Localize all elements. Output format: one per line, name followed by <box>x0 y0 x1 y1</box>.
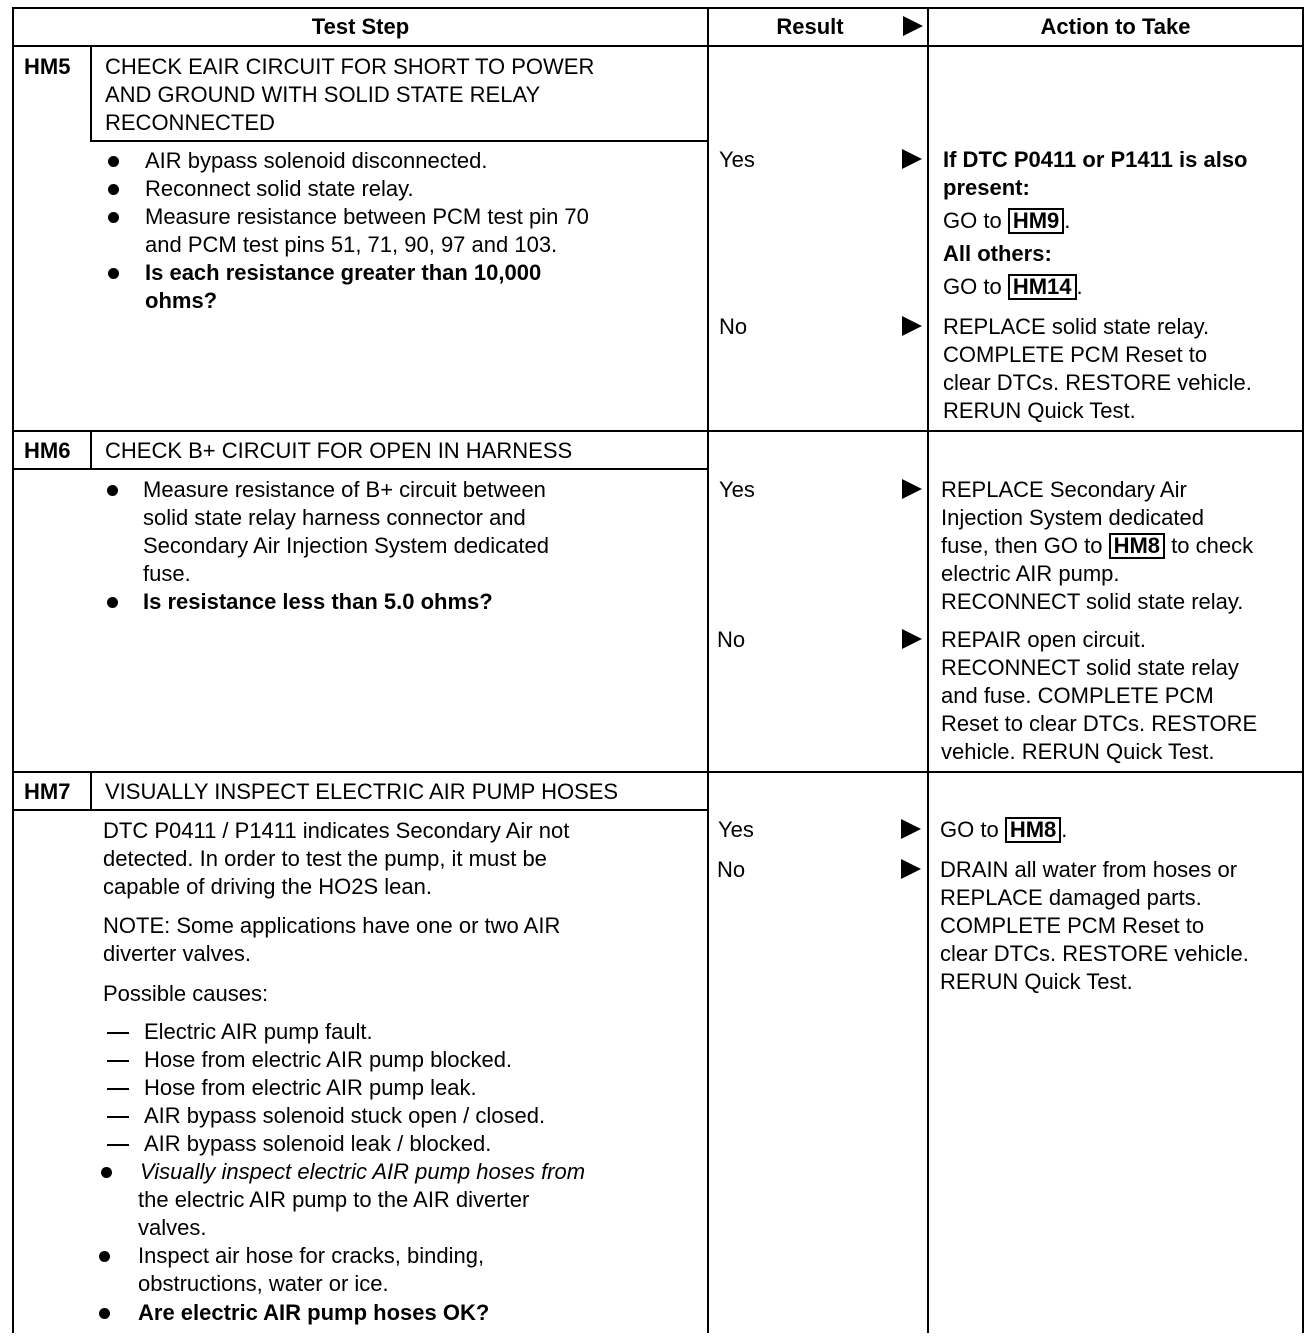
hm7-note1: NOTE: Some applications have one or two AIR <box>103 913 561 938</box>
hm7-step3: Are electric AIR pump hoses OK? <box>138 1300 490 1325</box>
hm7-id-divider <box>90 771 92 811</box>
hm5-no-action2: COMPLETE PCM Reset to <box>943 342 1208 367</box>
dash-icon <box>107 1116 129 1118</box>
header-result: Result <box>776 14 844 39</box>
hm6-no-action2: RECONNECT solid state relay <box>941 655 1239 680</box>
hm14-link[interactable]: HM14 <box>1008 274 1077 300</box>
bullet-icon <box>108 184 119 195</box>
hm7-step2b: obstructions, water or ice. <box>138 1271 389 1296</box>
bullet-icon <box>101 1167 112 1178</box>
hm7-no: No <box>717 857 746 882</box>
hm7-cause5: AIR bypass solenoid leak / blocked. <box>144 1131 492 1156</box>
hm5-title-line2: AND GROUND WITH SOLID STATE RELAY <box>105 82 541 107</box>
hm6-title-bottom <box>12 468 709 470</box>
hm7-cause1: Electric AIR pump fault. <box>144 1019 373 1044</box>
hm6-yes-action3a: fuse, then GO to <box>941 533 1103 558</box>
hm6-yes: Yes <box>719 477 755 502</box>
hm5-no-action3: clear DTCs. RESTORE vehicle. <box>943 370 1252 395</box>
hm7-step1b: the electric AIR pump to the AIR diverter <box>138 1187 530 1212</box>
hm5-step4b: ohms? <box>145 288 218 313</box>
hm8-link[interactable]: HM8 <box>1005 817 1061 843</box>
hm6-title: CHECK B+ CIRCUIT FOR OPEN IN HARNESS <box>105 438 573 463</box>
hm5-no: No <box>719 314 748 339</box>
hm7-causes-label: Possible causes: <box>103 981 269 1006</box>
bullet-icon <box>108 212 119 223</box>
hm6-no-action4: Reset to clear DTCs. RESTORE <box>941 711 1258 736</box>
hm5-id: HM5 <box>24 54 71 79</box>
hm7-cause3: Hose from electric AIR pump leak. <box>144 1075 477 1100</box>
hm7-desc3: capable of driving the HO2S lean. <box>103 874 432 899</box>
hm6-no-action5: vehicle. RERUN Quick Test. <box>941 739 1215 764</box>
hm7-cause2: Hose from electric AIR pump blocked. <box>144 1047 513 1072</box>
hm5-yes-action1: If DTC P0411 or P1411 is also <box>943 147 1248 172</box>
hm6-yes-arrow-icon <box>902 479 922 499</box>
hm6-no-action3: and fuse. COMPLETE PCM <box>941 683 1214 708</box>
table-right-border <box>1302 7 1304 1333</box>
table-top-border <box>12 7 1304 9</box>
bullet-icon <box>99 1251 110 1262</box>
hm6-yes-action4: electric AIR pump. <box>941 561 1120 586</box>
hm6-step1b: solid state relay harness connector and <box>143 505 526 530</box>
hm6-yes-action5: RECONNECT solid state relay. <box>941 589 1244 614</box>
hm5-goto-line1: GO to HM9 . <box>943 208 1071 233</box>
hm5-step3b: and PCM test pins 51, 71, 90, 97 and 103. <box>145 232 558 257</box>
dash-icon <box>107 1060 129 1062</box>
bullet-icon <box>108 156 119 167</box>
hm9-link[interactable]: HM9 <box>1008 208 1064 234</box>
dash-icon <box>107 1032 129 1034</box>
hm6-step1c: Secondary Air Injection System dedicated <box>143 533 550 558</box>
hm5-no-action1: REPLACE solid state relay. <box>943 314 1210 339</box>
hm7-desc2: detected. In order to test the pump, it must be <box>103 846 547 871</box>
hm7-note2: diverter valves. <box>103 941 251 966</box>
hm7-step2a: Inspect air hose for cracks, binding, <box>138 1243 485 1268</box>
hm5-no-action4: RERUN Quick Test. <box>943 398 1136 423</box>
hm7-no-action1: DRAIN all water from hoses or <box>940 857 1238 882</box>
goto-prefix: GO to <box>943 208 1002 233</box>
hm6-yes-action3 <box>941 532 1253 560</box>
hm6-bottom-border <box>12 771 1304 773</box>
hm5-step1: AIR bypass solenoid disconnected. <box>145 148 488 173</box>
hm7-no-arrow-icon <box>901 859 921 879</box>
hm7-no-action3: COMPLETE PCM Reset to <box>940 913 1205 938</box>
dash-icon <box>107 1144 129 1146</box>
step-result-divider <box>707 7 709 1333</box>
table-left-border <box>12 7 14 1333</box>
hm6-no-action1: REPAIR open circuit. <box>941 627 1147 652</box>
hm5-yes-action2: present: <box>943 175 1030 200</box>
hm7-goto: GO to HM8 . <box>940 817 1068 842</box>
hm5-step4a: Is each resistance greater than 10,000 <box>145 260 542 285</box>
hm6-no-arrow-icon <box>902 629 922 649</box>
header-bottom-border <box>12 45 1304 47</box>
hm7-step1a: Visually inspect electric AIR pump hoses from <box>140 1159 586 1184</box>
hm7-title-bottom <box>12 809 709 811</box>
hm5-yes-arrow-icon <box>902 149 922 169</box>
goto-prefix: GO to <box>943 274 1002 299</box>
hm6-id-divider <box>90 430 92 470</box>
hm7-yes-arrow-icon <box>901 819 921 839</box>
hm5-id-divider <box>90 45 92 142</box>
hm7-step1c: valves. <box>138 1215 207 1240</box>
hm7-no-action5: RERUN Quick Test. <box>940 969 1133 994</box>
hm5-title-bottom <box>90 140 709 142</box>
hm7-yes: Yes <box>718 817 754 842</box>
bullet-icon <box>107 597 118 608</box>
header-arrow-icon <box>903 16 923 36</box>
hm6-yes-action3b: to check <box>1171 533 1254 558</box>
bullet-icon <box>107 485 118 496</box>
hm7-no-action4: clear DTCs. RESTORE vehicle. <box>940 941 1249 966</box>
hm5-goto-line2: GO to HM14 . <box>943 274 1083 299</box>
hm5-no-arrow-icon <box>902 316 922 336</box>
hm5-step3a: Measure resistance between PCM test pin 70 <box>145 204 589 229</box>
hm6-yes-action1: REPLACE Secondary Air <box>941 477 1187 502</box>
hm7-desc1: DTC P0411 / P1411 indicates Secondary Air not <box>103 818 570 843</box>
hm5-yes: Yes <box>719 147 755 172</box>
hm6-step1a: Measure resistance of B+ circuit between <box>143 477 546 502</box>
hm6-yes-action2: Injection System dedicated <box>941 505 1204 530</box>
hm6-no: No <box>717 627 746 652</box>
hm6-id: HM6 <box>24 438 71 463</box>
hm6-step2: Is resistance less than 5.0 ohms? <box>143 589 493 614</box>
hm8-link[interactable]: HM8 <box>1109 533 1165 559</box>
hm7-cause4: AIR bypass solenoid stuck open / closed. <box>144 1103 546 1128</box>
hm5-bottom-border <box>12 430 1304 432</box>
hm5-title-line1: CHECK EAIR CIRCUIT FOR SHORT TO POWER <box>105 54 595 79</box>
header-test-step: Test Step <box>311 14 410 39</box>
hm7-title: VISUALLY INSPECT ELECTRIC AIR PUMP HOSES <box>105 779 619 804</box>
hm7-id: HM7 <box>24 779 71 804</box>
goto-prefix: GO to <box>940 817 999 842</box>
hm5-all-others: All others: <box>943 241 1052 266</box>
hm6-step1d: fuse. <box>143 561 191 586</box>
hm5-title-line3: RECONNECTED <box>105 110 275 135</box>
result-action-divider <box>927 7 929 1333</box>
hm5-step2: Reconnect solid state relay. <box>145 176 414 201</box>
bullet-icon <box>99 1308 110 1319</box>
header-action: Action to Take <box>1040 14 1191 39</box>
bullet-icon <box>108 268 119 279</box>
dash-icon <box>107 1088 129 1090</box>
hm7-no-action2: REPLACE damaged parts. <box>940 885 1202 910</box>
